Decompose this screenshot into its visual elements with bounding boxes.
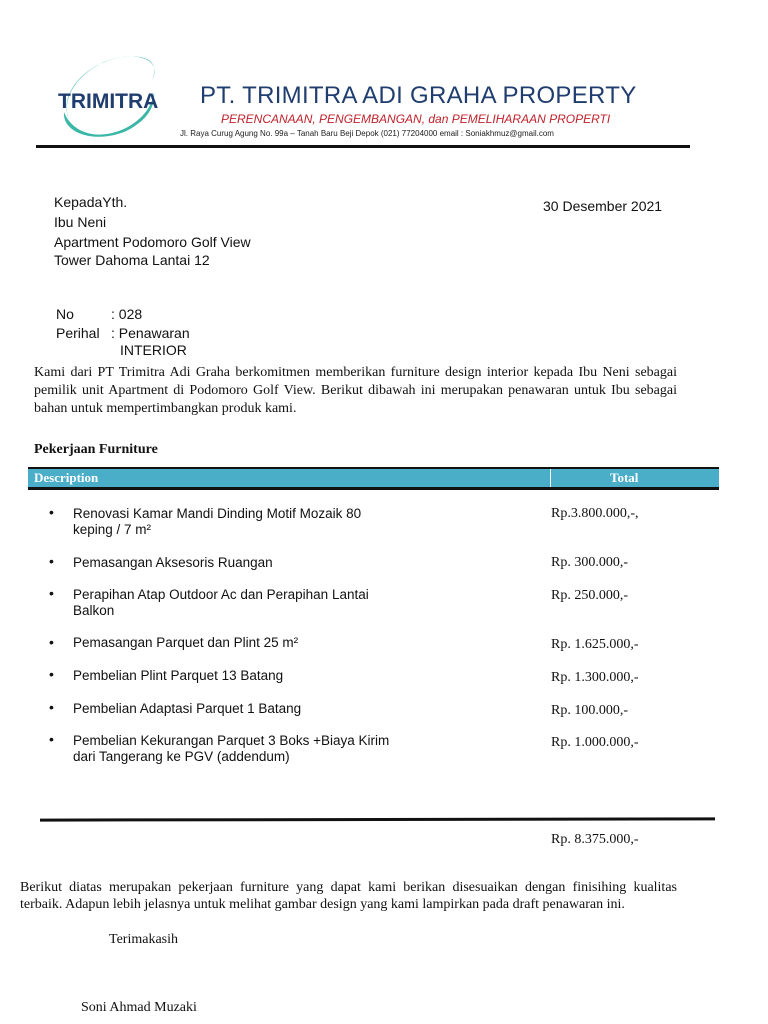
company-tagline: PERENCANAAN, PENGEMBANGAN, dan PEMELIHARAAN PROPERTI [221, 112, 611, 126]
item-description: Pembelian Kekurangan Parquet 3 Boks +Biaya Kirim dari Tangerang ke PGV (addendum) [73, 733, 390, 764]
column-divider [550, 469, 551, 487]
grand-total: Rp. 8.375.000,- [551, 832, 639, 847]
recipient-salutation: KepadaYth. [54, 194, 128, 210]
bullet-icon: • [49, 666, 54, 682]
item-price: Rp. 1.300.000,- [551, 670, 639, 685]
item-price: Rp. 100.000,- [551, 703, 628, 718]
item-price: Rp. 250.000,- [551, 588, 628, 603]
item-description: Pembelian Adaptasi Parquet 1 Batang [73, 701, 302, 716]
company-name: PT. TRIMITRA ADI GRAHA PROPERTY [200, 82, 637, 109]
item-description: Renovasi Kamar Mandi Dinding Motif Mozaik 80 keping / 7 m² [73, 506, 362, 537]
recipient-address-line2: Tower Dahoma Lantai 12 [54, 252, 210, 268]
company-logo [52, 52, 177, 147]
item-description: Pemasangan Aksesoris Ruangan [73, 555, 273, 570]
ref-perihal-label: Perihal [56, 325, 100, 341]
closing-thanks: Terimakasih [109, 932, 178, 947]
bullet-icon: • [49, 699, 54, 715]
total-divider [40, 817, 715, 821]
column-header-total: Total [610, 470, 639, 485]
table-header-rule [28, 487, 719, 490]
bullet-icon: • [49, 504, 54, 520]
ref-no-label: No [56, 306, 74, 322]
signatory-name: Soni Ahmad Muzaki [81, 1000, 197, 1015]
item-price: Rp.3.800.000,-, [551, 506, 639, 521]
ref-perihal-value-cont: INTERIOR [120, 342, 187, 358]
bullet-icon: • [49, 585, 54, 601]
ref-perihal-value: : Penawaran [111, 325, 190, 341]
item-description: Perapihan Atap Outdoor Ac dan Perapihan Lantai Balkon [73, 587, 369, 618]
ref-no-value: : 028 [111, 306, 143, 322]
item-description: Pembelian Plint Parquet 13 Batang [73, 668, 284, 683]
intro-paragraph: Kami dari PT Trimitra Adi Graha berkomitmen memberikan furniture design interior kepada Ibu Neni sebagai pemilik unit Apartment di Podomoro Golf View. Berikut dibawah ini merupakan penawaran untuk Ibu sebagai bahan untuk mempertimbangkan produk kami. [34, 365, 677, 416]
letter-date: 30 Desember 2021 [543, 198, 663, 214]
company-address: Jl. Raya Curug Agung No. 99a – Tanah Baru Beji Depok (021) 77204000 email : Soniakhmuz@gmail.com [180, 129, 554, 138]
recipient-name: Ibu Neni [54, 214, 107, 230]
closing-paragraph: Berikut diatas merupakan pekerjaan furniture yang dapat kami berikan disesuaikan dengan finisihing kualitas terbaik. Adapun lebih jelasnya untuk melihat gambar design yang kami lampirkan pada draft penawaran ini. [20, 880, 677, 912]
logo-text: TRIMITRA [58, 90, 159, 113]
column-header-description: Description [34, 470, 99, 485]
header-divider [36, 145, 690, 148]
bullet-icon: • [49, 553, 54, 569]
logo-swoosh-icon [52, 52, 177, 147]
item-description: Pemasangan Parquet dan Plint 25 m² [73, 635, 299, 650]
item-price: Rp. 300.000,- [551, 555, 628, 570]
bullet-icon: • [49, 731, 54, 747]
bullet-icon: • [49, 634, 54, 650]
recipient-address-line1: Apartment Podomoro Golf View [54, 234, 251, 250]
item-price: Rp. 1.625.000,- [551, 637, 639, 652]
table-header [28, 469, 719, 487]
item-price: Rp. 1.000.000,- [551, 735, 639, 750]
section-heading: Pekerjaan Furniture [34, 442, 158, 457]
